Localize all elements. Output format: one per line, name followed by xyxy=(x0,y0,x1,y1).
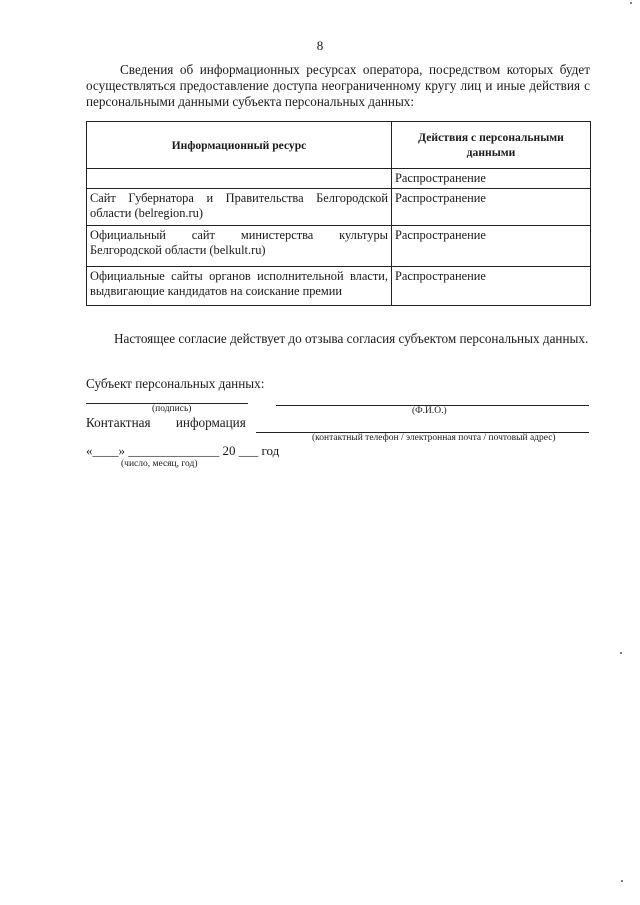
header-resource: Информационный ресурс xyxy=(87,122,392,169)
page-number: 8 xyxy=(316,38,324,53)
scan-speck xyxy=(621,880,623,882)
table-row xyxy=(87,226,591,267)
table-row xyxy=(87,169,591,189)
table-row xyxy=(87,189,591,226)
resources-table xyxy=(86,121,591,306)
date-caption: (число, месяц, год) xyxy=(121,459,198,469)
scan-speck xyxy=(620,652,622,654)
cell-resource: Сайт Губернатора и Правительства Белгородской области (belregion.ru) xyxy=(87,189,392,226)
subject-label: Субъект персональных данных: xyxy=(86,376,265,391)
cell-resource: Официальный сайт министерства культуры Белгородской области (belkult.ru) xyxy=(87,226,392,267)
contact-caption: (контактный телефон / электронная почта / почтовый адрес) xyxy=(312,433,556,443)
cell-action: Распространение xyxy=(392,267,591,306)
fio-caption: (Ф.И.О.) xyxy=(412,406,447,416)
contact-label: Контактная информация xyxy=(86,415,246,430)
cell-action: Распространение xyxy=(392,189,591,226)
header-actions: Действия с персональными данными xyxy=(392,122,591,169)
table-header-row xyxy=(87,122,591,169)
cell-action: Распространение xyxy=(392,169,591,189)
consent-paragraph: Настоящее согласие действует до отзыва согласия субъектом персональных данных. xyxy=(114,331,589,346)
cell-action: Распространение xyxy=(392,226,591,267)
intro-paragraph: Сведения об информационных ресурсах оператора, посредством которых будет осуществляться предоставление доступа неограниченному кругу лиц и иные действия с персональными данными субъекта персональных данных: xyxy=(86,62,590,109)
table-row xyxy=(87,267,591,306)
cell-resource: Официальные сайты органов исполнительной власти, выдвигающие кандидатов на соискание премии xyxy=(87,267,392,306)
signature-caption: (подпись) xyxy=(152,404,192,414)
cell-resource xyxy=(87,169,392,189)
scan-speck xyxy=(630,2,632,4)
date-line: «____» ______________ 20 ___ год xyxy=(86,443,280,458)
